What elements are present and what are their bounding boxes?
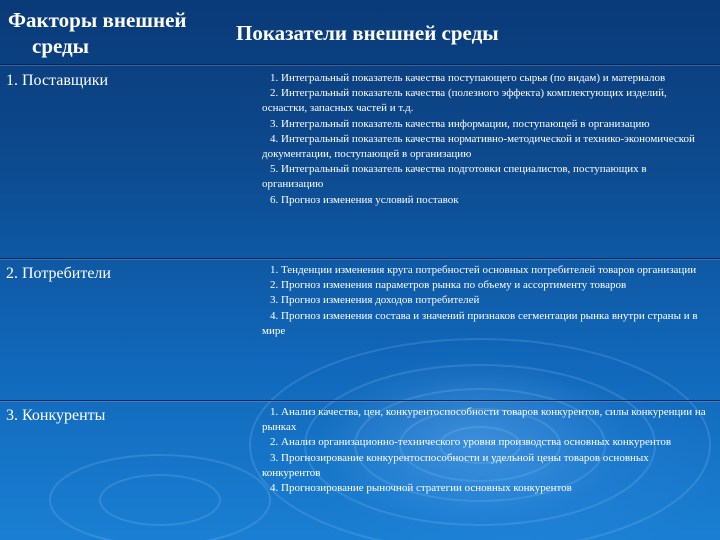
- indicator-item: 2. Прогноз изменения параметров рынка по объему и ассортименту товаров: [270, 279, 627, 292]
- indicators-consumers: [262, 263, 710, 339]
- factor-suppliers: 1. Поставщики: [6, 72, 109, 89]
- row-divider: [0, 258, 720, 259]
- factors-column-header: [8, 7, 224, 59]
- row-divider: [0, 64, 720, 65]
- factors-header-line2: среды: [32, 34, 90, 58]
- indicator-item: 3. Интегральный показатель качества информации, поступающей в организацию: [270, 117, 650, 130]
- indicator-item: 1. Анализ качества, цен, конкурентоспособности товаров конкурентов, силы конкуренции на рынках: [262, 406, 706, 434]
- indicators-suppliers: [262, 71, 710, 208]
- factor-competitors: 3. Конкуренты: [6, 407, 106, 424]
- indicator-item: 3. Прогнозирование конкурентоспособности и удельной цены товаров основных конкурентов: [262, 451, 649, 479]
- indicator-item: 2. Анализ организационно-технического уровня производства основных конкурентов: [270, 436, 672, 449]
- indicator-item: 5. Интегральный показатель качества подготовки специалистов, поступающих в организацию: [262, 163, 647, 191]
- indicator-item: 4. Прогноз изменения состава и значений признаков сегментации рынка внутри страны и в мире: [262, 309, 698, 337]
- indicators-competitors: [262, 405, 710, 496]
- indicator-item: 3. Прогноз изменения доходов потребителей: [270, 294, 480, 307]
- indicator-item: 6. Прогноз изменения условий поставок: [270, 193, 459, 206]
- indicators-column-header: Показатели внешней среды: [236, 21, 499, 45]
- row-divider: [0, 400, 720, 401]
- indicator-item: 4. Интегральный показатель качества нормативно-методической и технико-экономической документации, поступающей в организацию: [262, 132, 695, 161]
- table-header: [0, 0, 720, 64]
- factors-header-line1: Факторы внешней: [8, 8, 187, 32]
- indicator-item: 4. Прогнозирование рыночной стратегии основных конкурентов: [270, 482, 572, 495]
- indicator-item: 1. Тенденции изменения круга потребностей основных потребителей товаров организации: [270, 264, 697, 276]
- factor-consumers: 2. Потребители: [6, 265, 111, 282]
- indicator-item: 1. Интегральный показатель качества поступающего сырья (по видам) и материалов: [270, 72, 666, 84]
- indicator-item: 2. Интегральный показатель качества (полезного эффекта) комплектующих изделий, оснастки, запасных частей и т.д.: [262, 87, 667, 115]
